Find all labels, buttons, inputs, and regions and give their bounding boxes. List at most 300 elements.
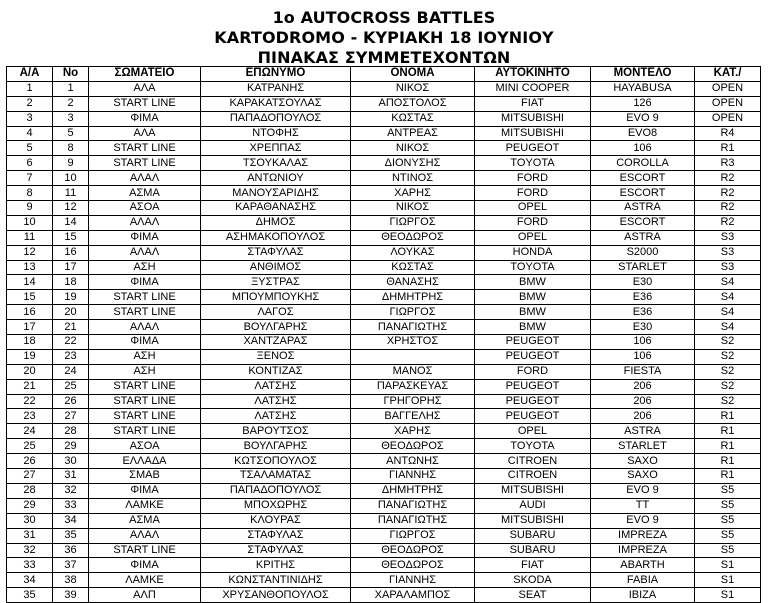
category-cell: R2 <box>695 215 761 230</box>
row-number: 35 <box>7 588 53 603</box>
car-make-cell: BMW <box>475 275 591 290</box>
car-make-cell: PEUGEOT <box>475 394 591 409</box>
surname-cell: ΣΤΑΦΥΛΑΣ <box>201 528 351 543</box>
club-cell: START LINE <box>89 543 201 558</box>
car-number: 22 <box>53 335 89 350</box>
car-model-cell: FABIA <box>591 573 695 588</box>
car-make-cell: FORD <box>475 186 591 201</box>
column-header-model: ΜΟΝΤΕΛΟ <box>591 67 695 82</box>
firstname-cell: ΑΝΤΡΕΑΣ <box>351 126 475 141</box>
club-cell: ΦΙΜΑ <box>89 558 201 573</box>
car-model-cell: EVO8 <box>591 126 695 141</box>
table-row <box>7 290 761 305</box>
table-row <box>7 573 761 588</box>
car-model-cell: S2000 <box>591 245 695 260</box>
table-row <box>7 513 761 528</box>
car-number: 2 <box>53 96 89 111</box>
event-title: 1o AUTOCROSS BATTLES <box>272 8 496 27</box>
car-model-cell: ASTRA <box>591 424 695 439</box>
car-model-cell: STARLET <box>591 439 695 454</box>
column-header-no: No <box>53 67 89 82</box>
car-make-cell: MITSUBISHI <box>475 513 591 528</box>
club-cell: START LINE <box>89 141 201 156</box>
surname-cell: ΑΝΘΙΜΟΣ <box>201 260 351 275</box>
category-cell: S1 <box>695 573 761 588</box>
row-number: 25 <box>7 439 53 454</box>
row-number: 11 <box>7 230 53 245</box>
category-cell: S4 <box>695 275 761 290</box>
surname-cell: ΠΑΠΑΔΟΠΟΥΛΟΣ <box>201 483 351 498</box>
row-number: 21 <box>7 379 53 394</box>
surname-cell: ΚΩΤΣΟΠΟΥΛΟΣ <box>201 454 351 469</box>
car-number: 11 <box>53 186 89 201</box>
club-cell: ΑΣΗ <box>89 364 201 379</box>
category-cell: R1 <box>695 469 761 484</box>
firstname-cell: ΑΝΤΩΝΗΣ <box>351 454 475 469</box>
firstname-cell: ΜΑΝΟΣ <box>351 364 475 379</box>
row-number: 26 <box>7 454 53 469</box>
surname-cell: ΚΡΙΤΗΣ <box>201 558 351 573</box>
surname-cell: ΣΤΑΦΥΛΑΣ <box>201 245 351 260</box>
car-make-cell: TOYOTA <box>475 260 591 275</box>
table-row <box>7 498 761 513</box>
firstname-cell: ΘΕΟΔΩΡΟΣ <box>351 558 475 573</box>
club-cell: ΛΑΜΚΕ <box>89 498 201 513</box>
category-cell: R1 <box>695 439 761 454</box>
category-cell: R2 <box>695 171 761 186</box>
car-number: 17 <box>53 260 89 275</box>
club-cell: ΑΛΑ <box>89 126 201 141</box>
car-number: 20 <box>53 305 89 320</box>
row-number: 1 <box>7 81 53 96</box>
car-model-cell: IMPREZA <box>591 543 695 558</box>
car-make-cell: FORD <box>475 215 591 230</box>
car-number: 3 <box>53 111 89 126</box>
row-number: 4 <box>7 126 53 141</box>
category-cell: R1 <box>695 141 761 156</box>
firstname-cell: ΚΩΣΤΑΣ <box>351 111 475 126</box>
firstname-cell: ΘΕΟΔΩΡΟΣ <box>351 230 475 245</box>
surname-cell: ΒΑΡΟΥΤΣΟΣ <box>201 424 351 439</box>
car-number: 9 <box>53 156 89 171</box>
firstname-cell <box>351 349 475 364</box>
car-number: 36 <box>53 543 89 558</box>
row-number: 6 <box>7 156 53 171</box>
club-cell: ΣΜΑΒ <box>89 469 201 484</box>
car-model-cell: 126 <box>591 96 695 111</box>
surname-cell: ΚΟΝΤΙΖΑΣ <box>201 364 351 379</box>
club-cell: START LINE <box>89 409 201 424</box>
surname-cell: ΚΑΤΡΑΝΗΣ <box>201 81 351 96</box>
firstname-cell: ΘΕΟΔΩΡΟΣ <box>351 439 475 454</box>
car-model-cell: FIESTA <box>591 364 695 379</box>
car-model-cell: E36 <box>591 290 695 305</box>
club-cell: ΑΛΑΛ <box>89 215 201 230</box>
surname-cell: ΧΑΝΤΖΑΡΑΣ <box>201 335 351 350</box>
surname-cell: ΤΣΑΛΑΜΑΤΑΣ <box>201 469 351 484</box>
firstname-cell: ΠΑΝΑΓΙΩΤΗΣ <box>351 513 475 528</box>
car-make-cell: TOYOTA <box>475 439 591 454</box>
car-number: 23 <box>53 349 89 364</box>
club-cell: START LINE <box>89 290 201 305</box>
row-number: 16 <box>7 305 53 320</box>
car-make-cell: PEUGEOT <box>475 409 591 424</box>
club-cell: ΦΙΜΑ <box>89 275 201 290</box>
car-model-cell: ESCORT <box>591 171 695 186</box>
row-number: 29 <box>7 498 53 513</box>
car-model-cell: 106 <box>591 335 695 350</box>
car-number: 37 <box>53 558 89 573</box>
surname-cell: ΣΤΑΦΥΛΑΣ <box>201 543 351 558</box>
table-row <box>7 275 761 290</box>
car-make-cell: PEUGEOT <box>475 335 591 350</box>
club-cell: ΑΣΗ <box>89 349 201 364</box>
club-cell: START LINE <box>89 156 201 171</box>
car-make-cell: OPEL <box>475 424 591 439</box>
table-row <box>7 111 761 126</box>
column-header-car: ΑΥΤΟΚΙΝΗΤΟ <box>475 67 591 82</box>
car-make-cell: SUBARU <box>475 528 591 543</box>
firstname-cell: ΝΙΚΟΣ <box>351 141 475 156</box>
club-cell: ΑΛΑΛ <box>89 245 201 260</box>
firstname-cell: ΠΑΝΑΓΙΩΤΗΣ <box>351 320 475 335</box>
firstname-cell: ΔΙΟΝΥΣΗΣ <box>351 156 475 171</box>
table-row <box>7 558 761 573</box>
category-cell: R1 <box>695 424 761 439</box>
firstname-cell: ΓΙΩΡΓΟΣ <box>351 528 475 543</box>
car-model-cell: IBIZA <box>591 588 695 603</box>
row-number: 24 <box>7 424 53 439</box>
table-row <box>7 424 761 439</box>
car-make-cell: HONDA <box>475 245 591 260</box>
table-row <box>7 454 761 469</box>
car-model-cell: ABARTH <box>591 558 695 573</box>
car-make-cell: PEUGEOT <box>475 379 591 394</box>
surname-cell: ΛΑΤΣΗΣ <box>201 409 351 424</box>
car-number: 27 <box>53 409 89 424</box>
row-number: 33 <box>7 558 53 573</box>
club-cell: ΑΛΑΛ <box>89 528 201 543</box>
event-venue-date: KARTODROMO - ΚΥΡΙΑΚΗ 18 ΙΟΥΝΙΟΥ <box>214 28 554 47</box>
table-row <box>7 335 761 350</box>
car-make-cell: AUDI <box>475 498 591 513</box>
category-cell: S4 <box>695 320 761 335</box>
firstname-cell: ΓΡΗΓΟΡΗΣ <box>351 394 475 409</box>
car-number: 39 <box>53 588 89 603</box>
row-number: 18 <box>7 335 53 350</box>
surname-cell: ΞΕΝΟΣ <box>201 349 351 364</box>
car-number: 26 <box>53 394 89 409</box>
club-cell: ΑΛΑΛ <box>89 171 201 186</box>
column-header-firstname: ΟΝΟΜΑ <box>351 67 475 82</box>
category-cell: S4 <box>695 290 761 305</box>
firstname-cell: ΝΤΙΝΟΣ <box>351 171 475 186</box>
row-number: 9 <box>7 201 53 216</box>
car-make-cell: BMW <box>475 320 591 335</box>
surname-cell: ΔΗΜΟΣ <box>201 215 351 230</box>
car-number: 19 <box>53 290 89 305</box>
category-cell: S3 <box>695 245 761 260</box>
row-number: 27 <box>7 469 53 484</box>
category-cell: OPEN <box>695 81 761 96</box>
car-number: 21 <box>53 320 89 335</box>
category-cell: OPEN <box>695 96 761 111</box>
club-cell: ΑΣΟΑ <box>89 439 201 454</box>
category-cell: S3 <box>695 230 761 245</box>
firstname-cell: ΒΑΓΓΕΛΗΣ <box>351 409 475 424</box>
car-number: 31 <box>53 469 89 484</box>
car-model-cell: TT <box>591 498 695 513</box>
car-make-cell: BMW <box>475 290 591 305</box>
row-number: 10 <box>7 215 53 230</box>
car-make-cell: TOYOTA <box>475 156 591 171</box>
firstname-cell: ΧΡΗΣΤΟΣ <box>351 335 475 350</box>
car-model-cell: SAXO <box>591 469 695 484</box>
table-row <box>7 528 761 543</box>
category-cell: S2 <box>695 379 761 394</box>
firstname-cell: ΑΠΟΣΤΟΛΟΣ <box>351 96 475 111</box>
club-cell: START LINE <box>89 394 201 409</box>
category-cell: R1 <box>695 454 761 469</box>
row-number: 19 <box>7 349 53 364</box>
car-model-cell: SAXO <box>591 454 695 469</box>
club-cell: START LINE <box>89 96 201 111</box>
table-row <box>7 201 761 216</box>
surname-cell: ΚΛΟΥΡΑΣ <box>201 513 351 528</box>
firstname-cell: ΘΕΟΔΩΡΟΣ <box>351 543 475 558</box>
row-number: 5 <box>7 141 53 156</box>
table-row <box>7 126 761 141</box>
table-row <box>7 483 761 498</box>
row-number: 28 <box>7 483 53 498</box>
club-cell: ΦΙΜΑ <box>89 111 201 126</box>
table-row <box>7 364 761 379</box>
table-row <box>7 156 761 171</box>
row-number: 31 <box>7 528 53 543</box>
club-cell: ΦΙΜΑ <box>89 230 201 245</box>
car-model-cell: 106 <box>591 349 695 364</box>
row-number: 22 <box>7 394 53 409</box>
club-cell: ΕΛΛΑΔΑ <box>89 454 201 469</box>
surname-cell: ΚΑΡΑΚΑΤΣΟΥΛΑΣ <box>201 96 351 111</box>
row-number: 30 <box>7 513 53 528</box>
row-number: 32 <box>7 543 53 558</box>
car-make-cell: PEUGEOT <box>475 349 591 364</box>
table-row <box>7 81 761 96</box>
car-number: 30 <box>53 454 89 469</box>
surname-cell: ΝΤΟΦΗΣ <box>201 126 351 141</box>
car-make-cell: CITROEN <box>475 454 591 469</box>
car-make-cell: OPEL <box>475 230 591 245</box>
firstname-cell: ΔΗΜΗΤΡΗΣ <box>351 290 475 305</box>
row-number: 2 <box>7 96 53 111</box>
category-cell: R3 <box>695 156 761 171</box>
table-row <box>7 588 761 603</box>
car-make-cell: FIAT <box>475 96 591 111</box>
car-make-cell: MINI COOPER <box>475 81 591 96</box>
car-number: 29 <box>53 439 89 454</box>
firstname-cell: ΓΙΑΝΝΗΣ <box>351 469 475 484</box>
car-make-cell: FIAT <box>475 558 591 573</box>
table-body <box>7 81 761 602</box>
surname-cell: ΜΑΝΟΥΣΑΡΙΔΗΣ <box>201 186 351 201</box>
car-model-cell: E36 <box>591 305 695 320</box>
club-cell: ΑΣΗ <box>89 260 201 275</box>
table-row <box>7 409 761 424</box>
car-number: 8 <box>53 141 89 156</box>
car-model-cell: STARLET <box>591 260 695 275</box>
car-number: 34 <box>53 513 89 528</box>
surname-cell: ΜΠΟΥΜΠΟΥΚΗΣ <box>201 290 351 305</box>
table-header-row <box>7 67 761 82</box>
row-number: 34 <box>7 573 53 588</box>
surname-cell: ΒΟΥΛΓΑΡΗΣ <box>201 439 351 454</box>
car-make-cell: OPEL <box>475 201 591 216</box>
surname-cell: ΜΠΟΧΩΡΗΣ <box>201 498 351 513</box>
category-cell: S1 <box>695 588 761 603</box>
table-row <box>7 394 761 409</box>
car-number: 25 <box>53 379 89 394</box>
club-cell: START LINE <box>89 424 201 439</box>
table-row <box>7 141 761 156</box>
car-model-cell: COROLLA <box>591 156 695 171</box>
table-row <box>7 96 761 111</box>
surname-cell: ΚΩΝΣΤΑΝΤΙΝΙΔΗΣ <box>201 573 351 588</box>
car-model-cell: 206 <box>591 379 695 394</box>
surname-cell: ΤΣΟΥΚΑΛΑΣ <box>201 156 351 171</box>
car-make-cell: SEAT <box>475 588 591 603</box>
firstname-cell: ΓΙΑΝΝΗΣ <box>351 573 475 588</box>
car-number: 14 <box>53 215 89 230</box>
car-number: 16 <box>53 245 89 260</box>
car-model-cell: 106 <box>591 141 695 156</box>
car-number: 38 <box>53 573 89 588</box>
column-header-aa: Α/Α <box>7 67 53 82</box>
category-cell: S2 <box>695 364 761 379</box>
surname-cell: ΧΡΕΠΠΑΣ <box>201 141 351 156</box>
table-row <box>7 543 761 558</box>
category-cell: R2 <box>695 186 761 201</box>
surname-cell: ΚΑΡΑΘΑΝΑΣΗΣ <box>201 201 351 216</box>
car-model-cell: ASTRA <box>591 201 695 216</box>
table-row <box>7 379 761 394</box>
car-make-cell: SKODA <box>475 573 591 588</box>
category-cell: S2 <box>695 394 761 409</box>
row-number: 20 <box>7 364 53 379</box>
participants-table <box>6 66 761 603</box>
surname-cell: ΑΣΗΜΑΚΟΠΟΥΛΟΣ <box>201 230 351 245</box>
car-number: 32 <box>53 483 89 498</box>
row-number: 12 <box>7 245 53 260</box>
firstname-cell: ΔΗΜΗΤΡΗΣ <box>351 483 475 498</box>
table-caption: ΠΙΝΑΚΑΣ ΣΥΜΜΕΤΕΧΟΝΤΩΝ <box>257 48 511 67</box>
firstname-cell: ΧΑΡΑΛΑΜΠΟΣ <box>351 588 475 603</box>
surname-cell: ΛΑΓΟΣ <box>201 305 351 320</box>
club-cell: ΦΙΜΑ <box>89 483 201 498</box>
category-cell: S5 <box>695 543 761 558</box>
row-number: 15 <box>7 290 53 305</box>
category-cell: R2 <box>695 201 761 216</box>
car-number: 5 <box>53 126 89 141</box>
category-cell: S5 <box>695 513 761 528</box>
row-number: 17 <box>7 320 53 335</box>
car-model-cell: ESCORT <box>591 186 695 201</box>
firstname-cell: ΝΙΚΟΣ <box>351 81 475 96</box>
surname-cell: ΛΑΤΣΗΣ <box>201 394 351 409</box>
table-row <box>7 260 761 275</box>
document-header <box>0 8 768 68</box>
category-cell: S5 <box>695 498 761 513</box>
club-cell: START LINE <box>89 305 201 320</box>
car-model-cell: 206 <box>591 409 695 424</box>
category-cell: OPEN <box>695 111 761 126</box>
surname-cell: ΑΝΤΩΝΙΟΥ <box>201 171 351 186</box>
car-number: 1 <box>53 81 89 96</box>
car-model-cell: E30 <box>591 320 695 335</box>
firstname-cell: ΝΙΚΟΣ <box>351 201 475 216</box>
car-model-cell: ASTRA <box>591 230 695 245</box>
surname-cell: ΞΥΣΤΡΑΣ <box>201 275 351 290</box>
firstname-cell: ΧΑΡΗΣ <box>351 424 475 439</box>
car-make-cell: FORD <box>475 364 591 379</box>
firstname-cell: ΠΑΡΑΣΚΕΥΑΣ <box>351 379 475 394</box>
category-cell: S2 <box>695 349 761 364</box>
car-model-cell: 206 <box>591 394 695 409</box>
firstname-cell: ΘΑΝΑΣΗΣ <box>351 275 475 290</box>
row-number: 23 <box>7 409 53 424</box>
car-model-cell: E30 <box>591 275 695 290</box>
car-number: 18 <box>53 275 89 290</box>
category-cell: S4 <box>695 305 761 320</box>
car-make-cell: FORD <box>475 171 591 186</box>
car-number: 15 <box>53 230 89 245</box>
table-row <box>7 320 761 335</box>
row-number: 7 <box>7 171 53 186</box>
firstname-cell: ΓΙΩΡΓΟΣ <box>351 215 475 230</box>
club-cell: ΑΣΜΑ <box>89 186 201 201</box>
column-header-category: ΚΑΤ./ <box>695 67 761 82</box>
club-cell: ΦΙΜΑ <box>89 335 201 350</box>
firstname-cell: ΠΑΝΑΓΙΩΤΗΣ <box>351 498 475 513</box>
car-make-cell: BMW <box>475 305 591 320</box>
table-row <box>7 469 761 484</box>
category-cell: R1 <box>695 409 761 424</box>
table-row <box>7 305 761 320</box>
row-number: 13 <box>7 260 53 275</box>
surname-cell: ΧΡΥΣΑΝΘΟΠΟΥΛΟΣ <box>201 588 351 603</box>
column-header-club: ΣΩΜΑΤΕΙΟ <box>89 67 201 82</box>
car-number: 33 <box>53 498 89 513</box>
category-cell: S2 <box>695 335 761 350</box>
category-cell: S5 <box>695 528 761 543</box>
club-cell: ΑΣΜΑ <box>89 513 201 528</box>
table-row <box>7 439 761 454</box>
car-make-cell: PEUGEOT <box>475 141 591 156</box>
category-cell: S3 <box>695 260 761 275</box>
car-model-cell: IMPREZA <box>591 528 695 543</box>
table-row <box>7 349 761 364</box>
table-row <box>7 215 761 230</box>
car-model-cell: EVO 9 <box>591 483 695 498</box>
car-number: 35 <box>53 528 89 543</box>
car-number: 28 <box>53 424 89 439</box>
surname-cell: ΛΑΤΣΗΣ <box>201 379 351 394</box>
club-cell: ΑΛΑ <box>89 81 201 96</box>
club-cell: ΑΛΠ <box>89 588 201 603</box>
category-cell: R4 <box>695 126 761 141</box>
firstname-cell: ΓΙΩΡΓΟΣ <box>351 305 475 320</box>
category-cell: S5 <box>695 483 761 498</box>
